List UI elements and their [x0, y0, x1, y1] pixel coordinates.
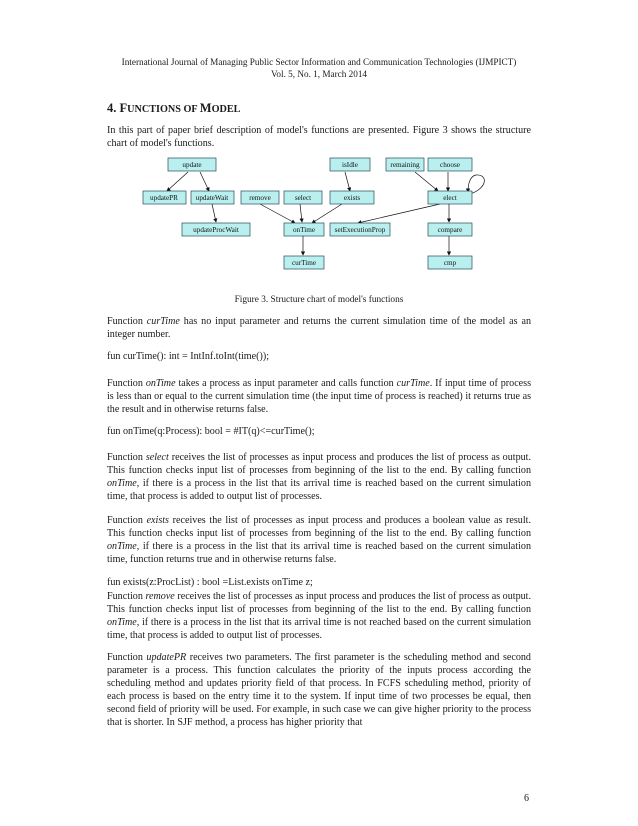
svg-text:curTime: curTime [291, 259, 317, 267]
section-title-initial2: M [199, 101, 212, 115]
svg-text:update: update [182, 161, 202, 169]
node-updatePR [143, 191, 186, 204]
node-cmp [428, 256, 472, 269]
structure-chart-diagram [0, 0, 638, 300]
edge-updateWait-updateProcWait [212, 204, 216, 222]
svg-text:choose: choose [440, 161, 460, 169]
section-title-part1: UNCTIONS OF [127, 104, 200, 115]
node-curTime [284, 256, 324, 269]
paragraph-exists: Function exists receives the list of processes as input process and produces a boolean value as result. This function checks input list of processes from beginning of the list to the end. By calling function onTime, if there is a process in the list that its arrival time is reached based on the current simulation time, function returns true and in otherwise returns false. [107, 515, 531, 566]
section-title-part2: ODEL [211, 104, 241, 115]
node-select [284, 191, 322, 204]
section-title-initial: F [119, 101, 128, 115]
svg-text:elect: elect [443, 194, 457, 202]
paragraph-onTime: Function onTime takes a process as input parameter and calls function curTime. If input time of process is less than or equal to the current simulation time (the input time of process is reached) it returns true as the result and in otherwise returns false. [107, 378, 532, 416]
node-updateProcWait [182, 223, 250, 236]
figure-caption: Figure 3. Structure chart of model's functions [234, 295, 404, 305]
page-number: 6 [524, 793, 529, 804]
code-onTime: fun onTime(q:Process): bool = #IT(q)<=curTime(); [107, 426, 315, 437]
section-number: 4. [107, 101, 117, 115]
edge-exists-onTime [312, 204, 342, 223]
svg-text:remove: remove [249, 194, 271, 202]
node-onTime [284, 223, 324, 236]
svg-text:setExecutionProp: setExecutionProp [334, 226, 386, 234]
paragraph-remove: Function remove receives the list of processes as input process and produces the list of process as output. This function checks input list of processes from beginning of the list to the end. By calling function onTime, if there is a process in the list that its arrival time is not reached based on the current simulation time, that process is added to output list of processes. [107, 591, 531, 642]
node-exists [330, 191, 374, 204]
edge-remaining-elect [415, 172, 438, 191]
svg-text:updatePR: updatePR [150, 194, 178, 202]
svg-text:select: select [294, 194, 312, 202]
svg-text:remaining: remaining [390, 161, 420, 169]
edge-isIdle-exists [345, 172, 350, 191]
node-remaining [386, 158, 424, 171]
svg-text:updateProcWait: updateProcWait [193, 226, 239, 234]
node-elect [428, 191, 472, 204]
svg-text:exists: exists [343, 194, 361, 202]
node-compare [428, 223, 472, 236]
node-setExecutionProp [330, 223, 390, 236]
svg-text:onTime: onTime [292, 226, 316, 234]
journal-volume: Vol. 5, No. 1, March 2014 [270, 69, 368, 79]
paragraph-updatePR: Function updatePR receives two parameters. The first parameter is the scheduling method and second parameter is a process. This function calculates the priority of the inputs process according the scheduling method and updates priority field of that process. In FCFS scheduling method, priority of each process is based on the entry time it to the system. If input time of two processes be equal, then second field of priority will be used. For example, in such case we can give higher priority to the process that is shorter. In SJF method, a process has higher priority that [107, 652, 531, 729]
edge-update-updateWait [200, 172, 209, 191]
svg-text:isIdle: isIdle [342, 161, 358, 169]
intro-paragraph: In this part of paper brief description of model's functions are presented. Figure 3 shows the structure chart of model's functions. [107, 125, 531, 150]
node-update [168, 158, 216, 171]
edge-elect-setExecutionProp [358, 204, 440, 223]
svg-text:cmp: cmp [443, 259, 457, 267]
edge-update-updatePR [167, 172, 188, 191]
node-remove [241, 191, 279, 204]
code-curTime: fun curTime(): int = IntInf.toInt(time()); [107, 351, 270, 362]
node-updateWait [191, 191, 234, 204]
edge-select-onTime [300, 204, 302, 222]
edge-remove-onTime [260, 204, 295, 223]
diagram-edges [167, 172, 484, 255]
paragraph-select: Function select receives the list of processes as input process and produces the list of process as output. This function checks input list of processes from beginning of the list to the end. By calling function onTime, if there is a process in the list that its arrival time is reached based on the current simulation time, that process is added to output list of processes. [107, 452, 531, 503]
journal-title: International Journal of Managing Public Sector Information and Communication Technologies (IJMPICT) [121, 57, 517, 67]
node-isIdle [330, 158, 370, 171]
svg-text:compare: compare [437, 226, 463, 234]
paragraph-curTime: Function curTime has no input parameter and returns the current simulation time of the model as an integer number. [107, 316, 531, 341]
svg-text:updateWait: updateWait [195, 194, 229, 202]
code-exists: fun exists(z:ProcList) : bool =List.exists onTime z; [107, 577, 313, 588]
node-choose [428, 158, 472, 171]
